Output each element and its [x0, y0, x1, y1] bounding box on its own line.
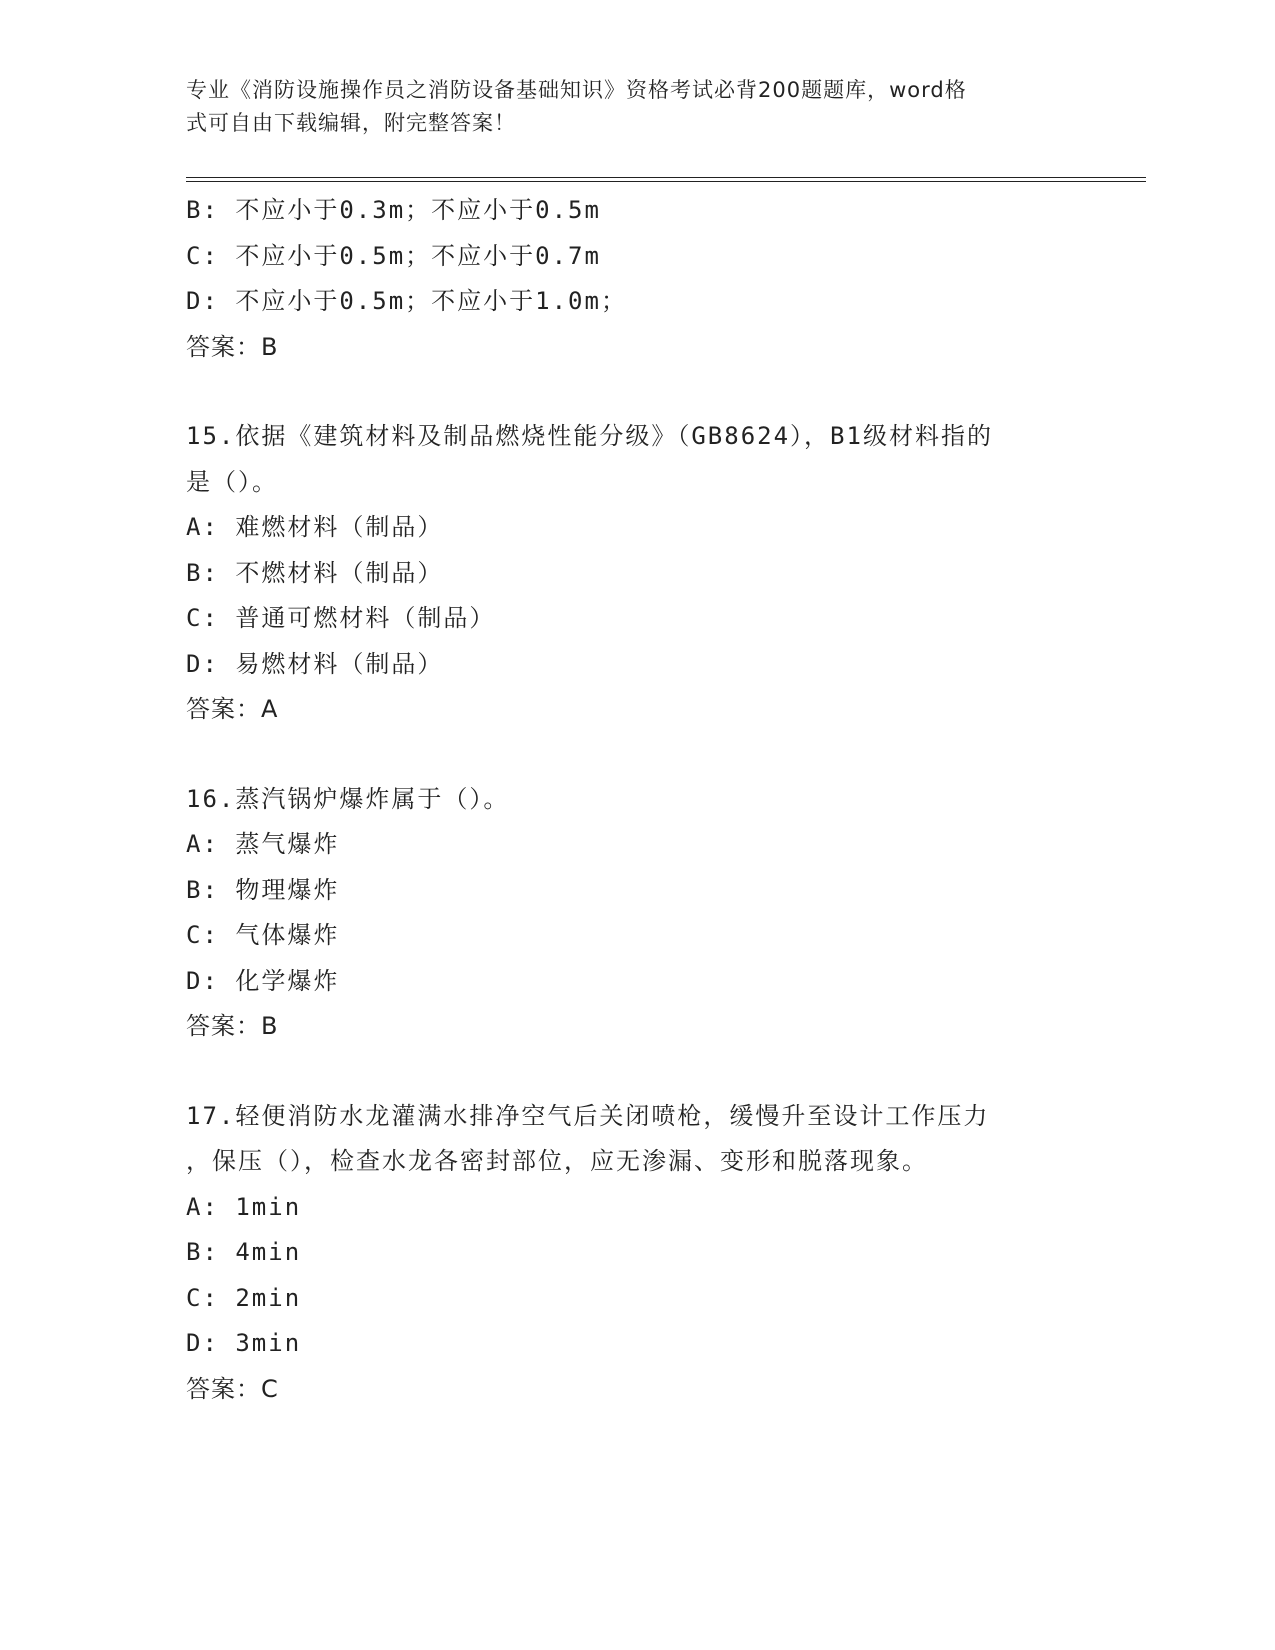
option-b: B: 物理爆炸	[186, 875, 340, 904]
header-line-2: 式可自由下载编辑，附完整答案！	[186, 111, 516, 135]
option-b: B: 4min	[186, 1238, 302, 1266]
option-b: B: 不应小于0.3m；不应小于0.5m	[186, 196, 601, 224]
question-text-line-1: 16.蒸汽锅炉爆炸属于（）。	[186, 784, 510, 813]
question-list	[186, 188, 1086, 1412]
option-a: A: 蒸气爆炸	[186, 830, 340, 858]
option-d: D: 化学爆炸	[186, 966, 340, 995]
header-line-1: 专业《消防设施操作员之消防设备基础知识》资格考试必背200题题库，word格	[186, 78, 967, 102]
header-divider-bottom	[186, 181, 1146, 182]
option-d: D: 3min	[186, 1329, 302, 1357]
question-14	[186, 188, 1086, 370]
question-text-line-1: 15.依据《建筑材料及制品燃烧性能分级》（GB8624），B1级材料指的	[186, 422, 993, 450]
answer-16: 答案：B	[186, 1012, 279, 1040]
option-a: A: 难燃材料（制品）	[186, 513, 444, 541]
question-15	[186, 414, 1086, 733]
option-b: B: 不燃材料（制品）	[186, 558, 444, 587]
question-17	[186, 1094, 1086, 1413]
answer-15: 答案：A	[186, 695, 279, 723]
option-c: C: 2min	[186, 1283, 302, 1312]
option-c: C: 普通可燃材料（制品）	[186, 604, 496, 632]
question-text-line-2: ，保压（），检查水龙各密封部位，应无渗漏、变形和脱落现象。	[186, 1147, 928, 1175]
question-text-line-1: 17.轻便消防水龙灌满水排净空气后关闭喷枪，缓慢升至设计工作压力	[186, 1101, 990, 1130]
answer-17: 答案：C	[186, 1374, 279, 1403]
document-header	[186, 74, 1066, 140]
option-a: A: 1min	[186, 1192, 302, 1221]
header-divider-top	[186, 177, 1146, 178]
option-d: D: 易燃材料（制品）	[186, 649, 444, 678]
option-c: C: 不应小于0.5m；不应小于0.7m	[186, 241, 601, 270]
answer-14: 答案：B	[186, 332, 279, 361]
option-d: D: 不应小于0.5m；不应小于1.0m；	[186, 287, 627, 315]
question-text-line-2: 是（）。	[186, 467, 278, 496]
question-16	[186, 777, 1086, 1050]
option-c: C: 气体爆炸	[186, 921, 340, 949]
